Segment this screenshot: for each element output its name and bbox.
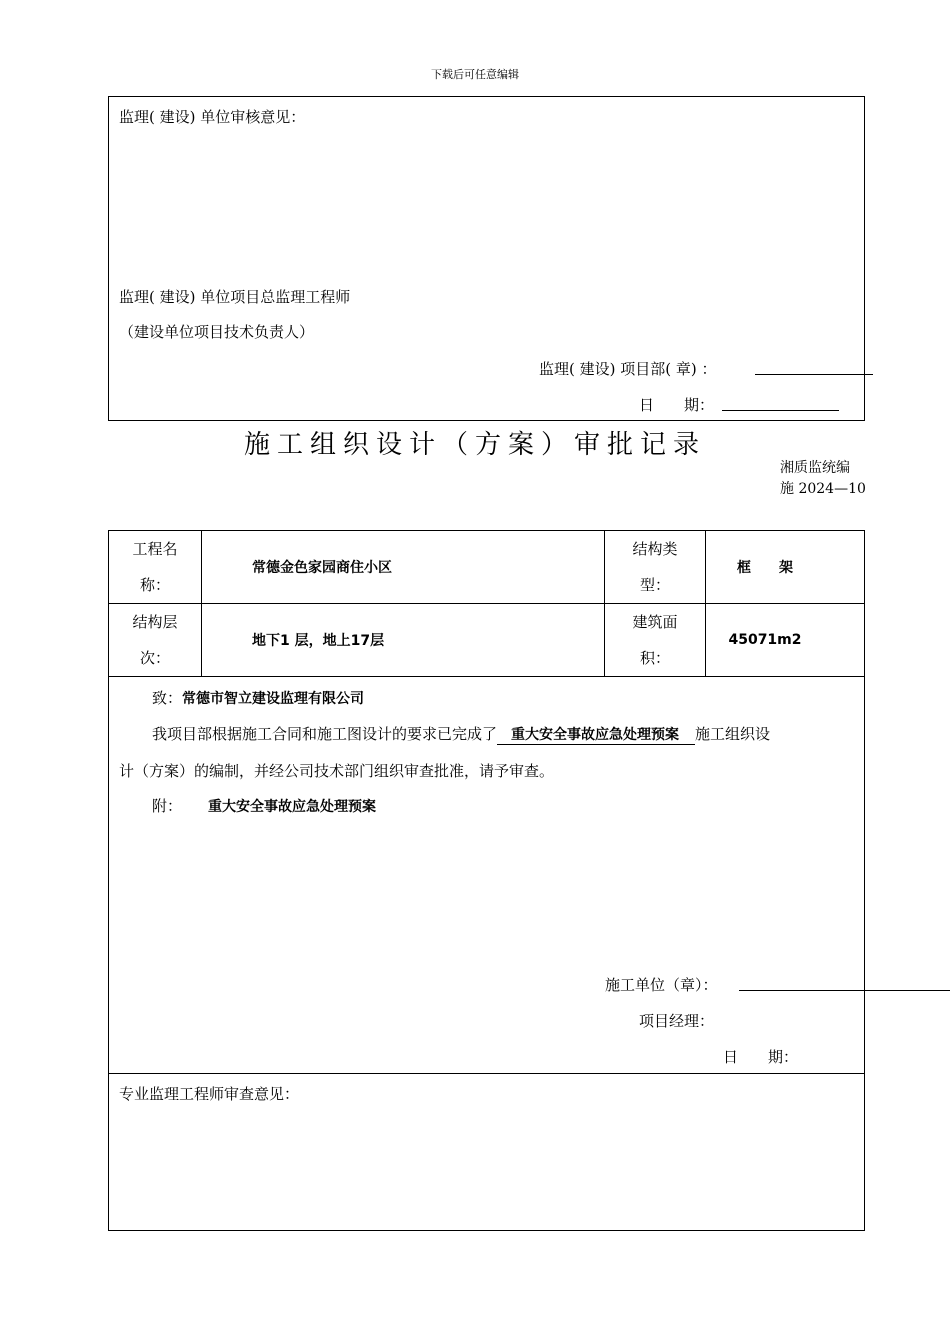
addressee-prefix: 致： [152, 689, 183, 707]
project-name-label-cell [109, 531, 202, 604]
structure-type-label-line2: 型： [639, 576, 670, 594]
area-value: 45071m2 [706, 604, 865, 677]
table-row [109, 677, 865, 1074]
supervision-opinion-label: 监理( 建设) 单位审核意见： [119, 108, 306, 126]
addressee-line [152, 687, 364, 708]
structure-type-value: 框 架 [706, 531, 865, 604]
plan-name-underline [497, 724, 695, 745]
attachment-line [152, 795, 376, 816]
application-text-part1: 我项目部根据施工合同和施工图设计的要求已完成了 [152, 725, 498, 743]
supervision-dept-seal-label: 监理( 建设) 项目部( 章) ： [539, 360, 717, 378]
structure-type-label-cell [605, 531, 706, 604]
owner-tech-leader-label: （建设单位项目技术负责人） [119, 323, 315, 341]
review-cell [109, 1074, 865, 1231]
structure-type-label-line1: 结构类 [632, 540, 678, 558]
area-label-cell [605, 604, 706, 677]
application-body [109, 677, 864, 1073]
approval-table [108, 530, 865, 1231]
chief-engineer-label: 监理( 建设) 单位项目总监理工程师 [119, 288, 351, 306]
supervision-opinion-box [108, 96, 865, 421]
page-header-note: 下载后可任意编辑 [431, 68, 519, 81]
table-row [109, 1074, 865, 1231]
project-name-label-line1: 工程名 [132, 540, 178, 558]
application-cell [109, 677, 865, 1074]
floors-label-line1: 结构层 [132, 613, 178, 631]
area-label-line1: 建筑面 [632, 613, 678, 631]
table-row [109, 604, 865, 677]
project-name-label-line2: 称： [139, 576, 170, 594]
application-text-line2: 计（方案）的编制，并经公司技术部门组织审查批准，请予审查。 [119, 762, 555, 780]
construction-unit-signature-line [739, 990, 950, 991]
application-text-line1 [152, 723, 770, 745]
review-body [109, 1074, 864, 1230]
application-date-label: 日 期： [723, 1048, 799, 1066]
supervision-seal-signature-line [755, 374, 873, 375]
floors-label-cell [109, 604, 202, 677]
supervision-date-label: 日 期： [639, 396, 715, 414]
plan-name: 重大安全事故应急处理预案 [511, 727, 680, 743]
form-code-line1: 湘质监统编 [780, 460, 850, 476]
table-row [109, 531, 865, 604]
construction-unit-label: 施工单位（章）： [605, 976, 718, 994]
engineer-review-label: 专业监理工程师审查意见： [119, 1085, 300, 1103]
area-label-line2: 积： [639, 649, 670, 667]
project-manager-label: 项目经理： [639, 1012, 715, 1030]
application-text-part2: 施工组织设 [695, 725, 771, 743]
project-name-value: 常德金色家园商住小区 [202, 531, 605, 604]
attachment-label: 附： [152, 797, 183, 815]
floors-value: 地下1 层，地上17层 [202, 604, 605, 677]
addressee-company: 常德市智立建设监理有限公司 [182, 691, 365, 707]
document-title: 施工组织设计（方案）审批记录 [243, 430, 706, 460]
floors-label-line2: 次： [139, 649, 170, 667]
form-code-line2: 施 2024—10 [780, 481, 866, 497]
supervision-date-line [722, 410, 839, 411]
attachment-value: 重大安全事故应急处理预案 [208, 799, 377, 815]
